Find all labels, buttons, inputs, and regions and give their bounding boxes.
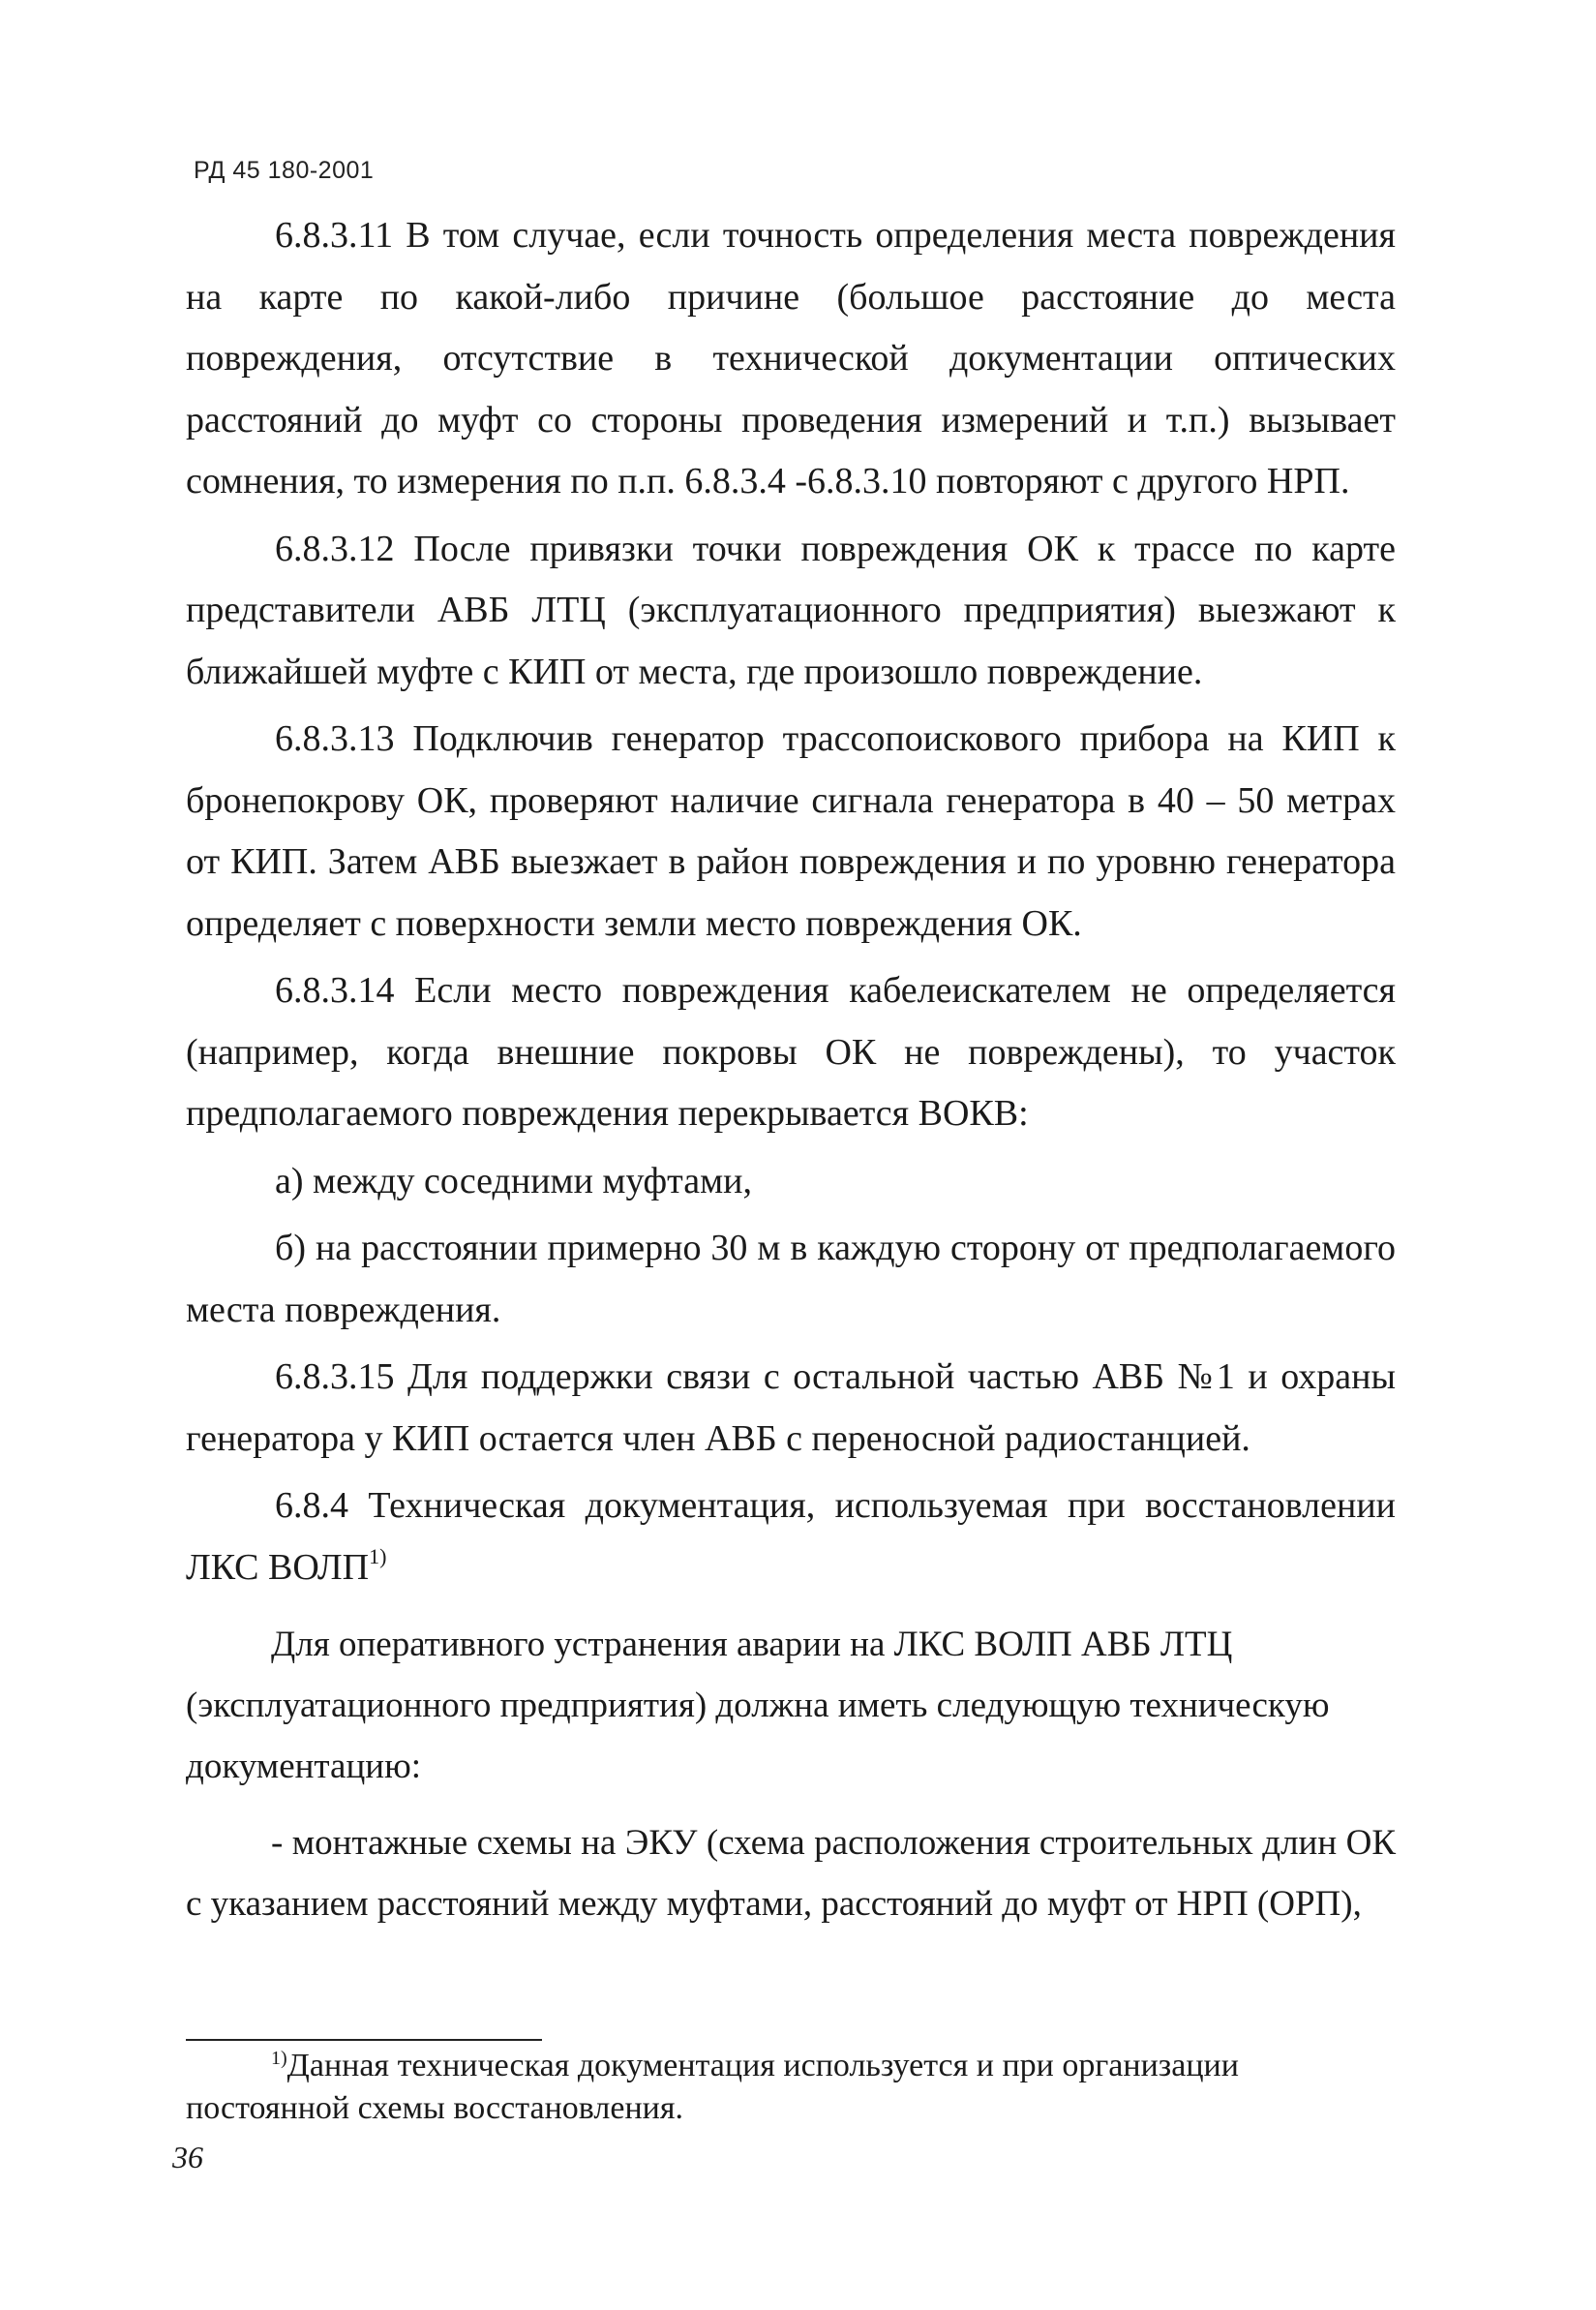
footnote-divider [186, 2039, 542, 2041]
documentation-section [186, 1614, 1396, 1934]
main-body [186, 205, 1396, 1598]
footnote-mark: 1) [271, 2048, 287, 2069]
page-number: 36 [172, 2140, 203, 2174]
list-item-a: а) между соседними муфтами, [275, 1160, 752, 1201]
paragraph-6-8-3-11: 6.8.3.11 В том случае, если точность определения места повреждения на карте по какой-либо причине (большое расстояние до места повреждения, отсутствие в технической документации оптических расстояний до муфт со стороны проведения измерений и т.п.) вызывает сомнения, то измерения по п.п. 6.8.3.4 -6.8.3.10 повторяют с другого НРП. [186, 215, 1396, 502]
footnote-reference: 1) [369, 1543, 387, 1568]
footnote-text: Данная техническая документация используется и при организации постоянной схемы восстановления. [186, 2048, 1239, 2126]
paragraph-6-8-3-14: 6.8.3.14 Если место повреждения кабелеискателем не определяется (например, когда внешние покровы ОК не повреждены), то участок предполагаемого повреждения перекрывается ВОКВ: [186, 970, 1396, 1134]
document-code: РД 45 180-2001 [194, 157, 375, 184]
documentation-intro: Для оперативного устранения аварии на ЛКС ВОЛП АВБ ЛТЦ (эксплуатационного предприятия) должна иметь следующую техническую документацию: [186, 1625, 1330, 1786]
section-heading-6-8-4 [186, 1475, 1396, 1598]
section-heading-text: 6.8.4 Техническая документация, используемая при восстановлении ЛКС ВОЛП [186, 1485, 1396, 1588]
paragraph-6-8-3-15: 6.8.3.15 Для поддержки связи с остальной частью АВБ №1 и охраны генератора у КИП остается член АВБ с переносной радиостанцией. [186, 1356, 1396, 1459]
documentation-item-mounting-schemes: - монтажные схемы на ЭКУ (схема расположения строительных длин ОК с указанием расстояний между муфтами, расстояний до муфт от НРП (ОРП), [186, 1823, 1396, 1924]
footnote [186, 2045, 1396, 2130]
list-item-b: б) на расстоянии примерно 30 м в каждую сторону от предполагаемого места повреждения. [186, 1228, 1396, 1330]
paragraph-6-8-3-13: 6.8.3.13 Подключив генератор трассопоискового прибора на КИП к бронепокрову ОК, проверяют наличие сигнала генератора в 40 – 50 метрах от КИП. Затем АВБ выезжает в район повреждения и по уровню генератора определяет с поверхности земли место повреждения ОК. [186, 718, 1396, 944]
paragraph-6-8-3-12: 6.8.3.12 После привязки точки повреждения ОК к трассе по карте представители АВБ ЛТЦ (эксплуатационного предприятия) выезжают к ближайшей муфте с КИП от места, где произошло повреждение. [186, 528, 1396, 692]
